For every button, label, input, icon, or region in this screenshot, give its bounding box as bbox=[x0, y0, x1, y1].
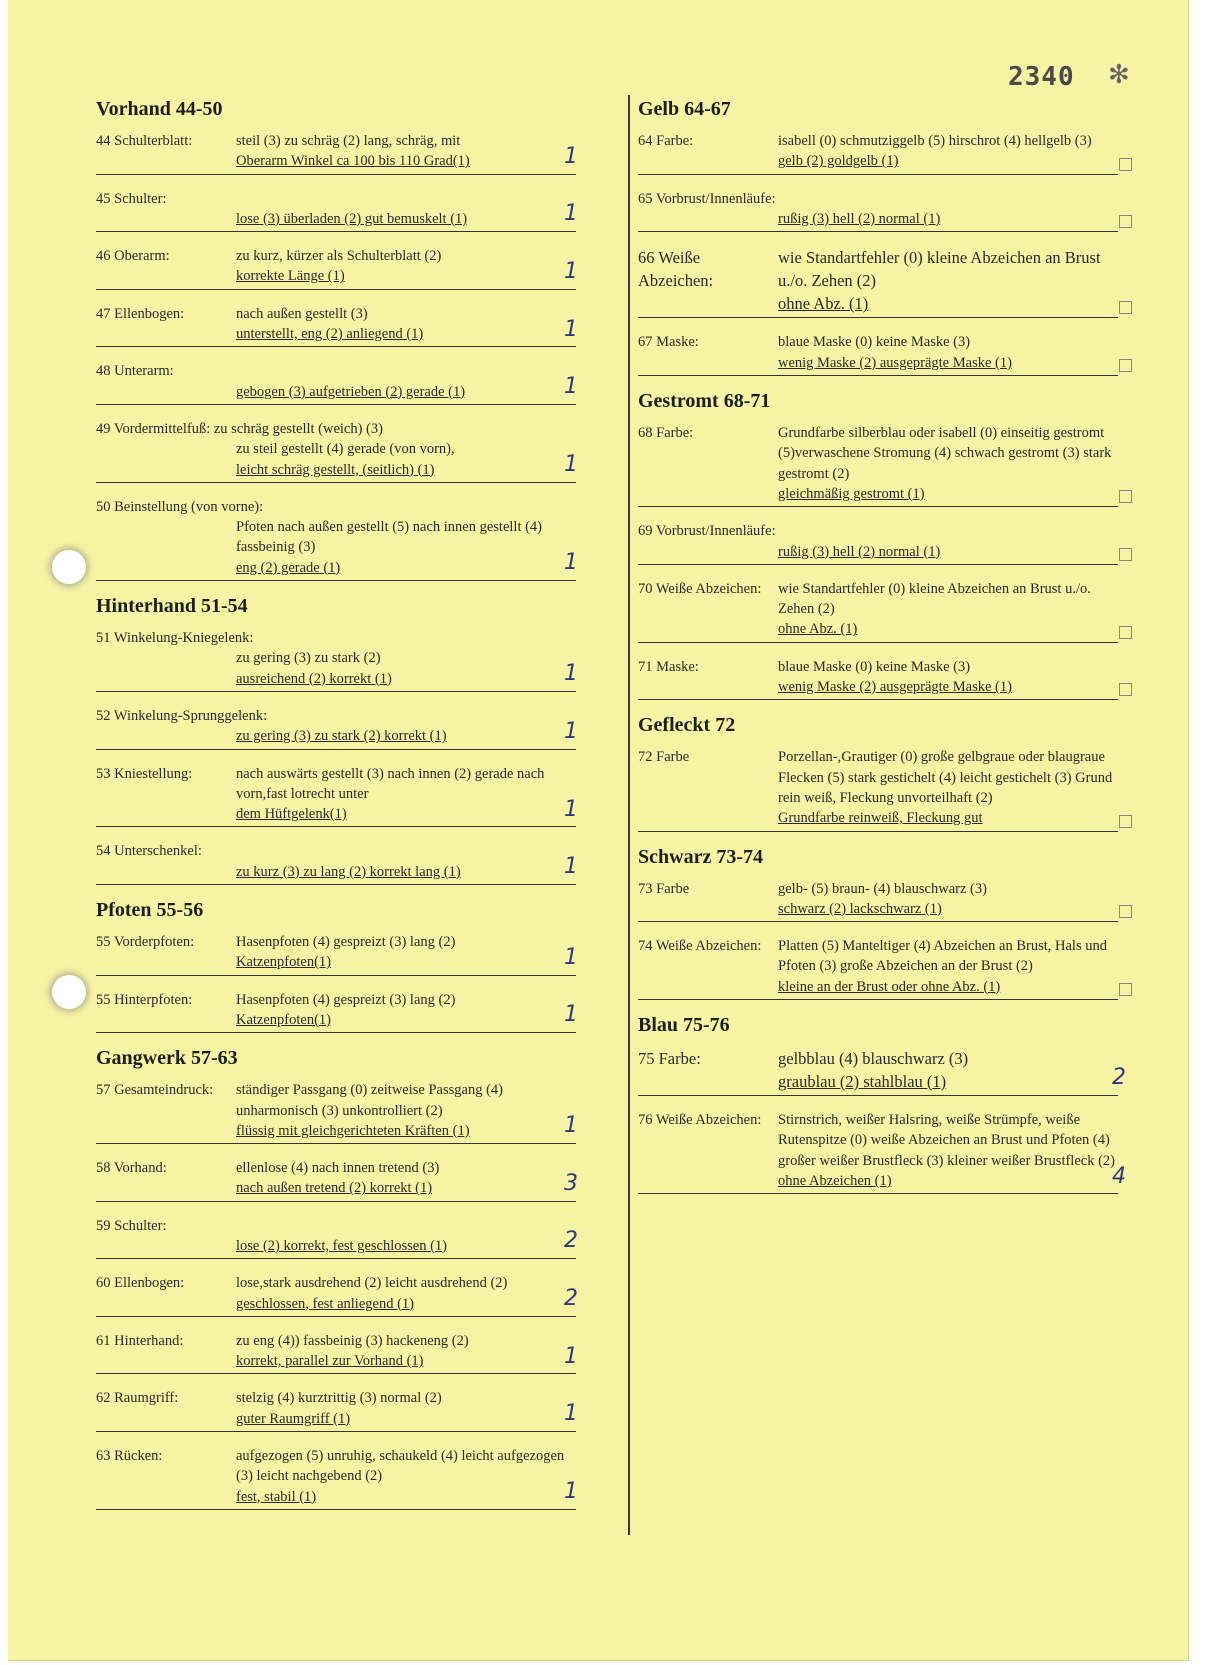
criterion-options: stelzig (4) kurztrittig (3) normal (2) bbox=[236, 1390, 442, 1407]
answer-line bbox=[96, 691, 576, 692]
criterion-options: Platten (5) Manteltiger (4) Abzeichen an Brust, Hals und Pfoten (3) große Abzeichen an der Brust (2) bbox=[778, 938, 1107, 975]
criterion-correct-option: korrekte Länge (1) bbox=[236, 268, 345, 285]
criterion-row bbox=[638, 1047, 1138, 1096]
criterion-correct-option: rußig (3) hell (2) normal (1) bbox=[778, 210, 941, 227]
criterion-correct-option: ausreichend (2) korrekt (1) bbox=[236, 670, 392, 687]
score-checkbox[interactable] bbox=[1119, 815, 1132, 828]
criterion-row bbox=[638, 747, 1138, 831]
criterion-correct-option: ohne Abz. (1) bbox=[778, 294, 869, 314]
criterion-label: 55 Hinterpfoten: bbox=[96, 991, 193, 1008]
criterion-row bbox=[638, 1110, 1138, 1194]
criterion-options: gelbblau (4) blauschwarz (3) bbox=[778, 1049, 969, 1068]
answer-line bbox=[638, 921, 1118, 922]
answer-line bbox=[96, 749, 576, 750]
criterion-row bbox=[638, 423, 1138, 507]
criterion-options: Pfoten nach außen gestellt (5) nach innen gestellt (4) fassbeinig (3) bbox=[236, 519, 543, 556]
criterion-correct-option: ohne Abzeichen (1) bbox=[778, 1173, 892, 1190]
criterion-correct-option: gebogen (3) aufgetrieben (2) gerade (1) bbox=[236, 383, 466, 400]
criterion-label: 46 Oberarm: bbox=[96, 248, 170, 265]
criterion-label: 50 Beinstellung (von vorne): bbox=[96, 498, 264, 515]
criterion-label: 72 Farbe bbox=[638, 749, 690, 766]
criterion-row bbox=[638, 936, 1138, 1000]
criterion-label: 67 Maske: bbox=[638, 334, 699, 351]
criterion-label: 47 Ellenbogen: bbox=[96, 305, 185, 322]
criterion-options: Porzellan-,Grautiger (0) große gelbgraue oder blaugraue Flecken (5) stark gestichelt (4) leicht gestichelt (3) Grund rein weiß, Fleckung unvorteilhaft (2) bbox=[778, 749, 1113, 806]
section-title: Blau 75-76 bbox=[638, 1014, 730, 1036]
criterion-label: 58 Vorhand: bbox=[96, 1160, 167, 1177]
criterion-options: blaue Maske (0) keine Maske (3) bbox=[778, 658, 971, 675]
score-checkbox[interactable] bbox=[1119, 905, 1132, 918]
handwritten-score: 1 bbox=[564, 1401, 578, 1427]
criterion-row bbox=[96, 1080, 606, 1144]
criterion-label: 52 Winkelung-Sprunggelenk: bbox=[96, 707, 268, 724]
criterion-label: 65 Vorbrust/Innenläufe: bbox=[638, 190, 776, 207]
criterion-row bbox=[96, 361, 606, 405]
criterion-row bbox=[96, 1273, 606, 1317]
criterion-options: ständiger Passgang (0) zeitweise Passgang (4) unharmonisch (3) unkontrolliert (2) bbox=[236, 1082, 503, 1119]
criterion-correct-option: graublau (2) stahlblau (1) bbox=[778, 1072, 947, 1092]
answer-line bbox=[96, 1201, 576, 1202]
handwritten-score: 1 bbox=[564, 550, 578, 576]
criterion-row bbox=[96, 841, 606, 885]
answer-line bbox=[96, 1032, 576, 1033]
criterion-row bbox=[96, 706, 606, 750]
criterion-correct-option: guter Raumgriff (1) bbox=[236, 1410, 351, 1427]
criterion-correct-option: Katzenpfoten(1) bbox=[236, 1011, 332, 1028]
criterion-label: 55 Vorderpfoten: bbox=[96, 934, 195, 951]
criterion-row bbox=[96, 304, 606, 348]
criterion-label: 49 Vordermittelfuß: zu schräg gestellt (weich) (3) bbox=[96, 420, 383, 437]
handwritten-score: 1 bbox=[564, 1002, 578, 1028]
score-checkbox[interactable] bbox=[1119, 683, 1132, 696]
criterion-row bbox=[96, 419, 606, 483]
criterion-label: 68 Farbe: bbox=[638, 425, 694, 442]
answer-line bbox=[638, 699, 1118, 700]
criterion-label: 74 Weiße Abzeichen: bbox=[638, 938, 762, 955]
criterion-label: 44 Schulterblatt: bbox=[96, 133, 193, 149]
criterion-row bbox=[638, 131, 1138, 175]
section-title: Gelb 64-67 bbox=[638, 98, 731, 120]
criterion-label: 59 Schulter: bbox=[96, 1217, 167, 1234]
answer-line bbox=[638, 174, 1118, 175]
answer-line bbox=[96, 1316, 576, 1317]
criterion-options: Hasenpfoten (4) gespreizt (3) lang (2) bbox=[236, 991, 456, 1008]
criterion-correct-option: eng (2) gerade (1) bbox=[236, 559, 341, 576]
answer-line bbox=[96, 289, 576, 290]
answer-line bbox=[96, 580, 576, 581]
criterion-row bbox=[638, 521, 1138, 565]
handwritten-score: 1 bbox=[564, 374, 578, 400]
section-title: Gefleckt 72 bbox=[638, 714, 736, 737]
answer-line bbox=[96, 1143, 576, 1144]
criterion-correct-option: Grundfarbe reinweiß, Fleckung gut bbox=[778, 810, 983, 827]
criterion-options: zu steil gestellt (4) gerade (von vorn), bbox=[236, 441, 455, 458]
criterion-label: 71 Maske: bbox=[638, 658, 699, 675]
criterion-row bbox=[638, 657, 1138, 701]
section-title: Schwarz 73-74 bbox=[638, 845, 763, 868]
column-divider bbox=[628, 95, 630, 1535]
answer-line bbox=[638, 506, 1118, 507]
section-title: Hinterhand 51-54 bbox=[96, 595, 248, 618]
criterion-options: isabell (0) schmutziggelb (5) hirschrot (4) hellgelb (3) bbox=[778, 133, 1092, 149]
answer-line bbox=[96, 1431, 576, 1432]
criterion-correct-option: flüssig mit gleichgerichteten Kräften (1) bbox=[236, 1122, 470, 1139]
criterion-row bbox=[96, 1158, 606, 1202]
right-column bbox=[638, 92, 1138, 1208]
criterion-correct-option: unterstellt, eng (2) anliegend (1) bbox=[236, 326, 424, 343]
criterion-correct-option: leicht schräg gestellt, (seitlich) (1) bbox=[236, 461, 435, 478]
criterion-options: Stirnstrich, weißer Halsring, weiße Strümpfe, weiße Rutenspitze (0) weiße Abzeichen an Brust und Pfoten (4) großer weißer Brustfleck (3) kleiner weißer Brustfleck (2) bbox=[778, 1112, 1115, 1169]
answer-line bbox=[96, 482, 576, 483]
handwritten-score: 1 bbox=[564, 718, 578, 744]
answer-line bbox=[96, 1258, 576, 1259]
answer-line bbox=[96, 1373, 576, 1374]
score-checkbox[interactable] bbox=[1119, 215, 1132, 228]
criterion-row bbox=[638, 579, 1138, 643]
score-checkbox[interactable] bbox=[1119, 301, 1132, 314]
answer-line bbox=[638, 831, 1118, 832]
criterion-row bbox=[638, 246, 1138, 318]
criterion-correct-option: lose (2) korrekt, fest geschlossen (1) bbox=[236, 1237, 447, 1254]
answer-line bbox=[638, 1095, 1118, 1096]
criterion-row bbox=[96, 1216, 606, 1260]
answer-line bbox=[638, 231, 1118, 232]
criterion-label: 76 Weiße Abzeichen: bbox=[638, 1112, 762, 1129]
criterion-correct-option: gleichmäßig gestromt (1) bbox=[778, 485, 925, 502]
left-column bbox=[96, 92, 606, 1524]
criterion-correct-option: nach außen tretend (2) korrekt (1) bbox=[236, 1180, 433, 1197]
handwritten-score: 1 bbox=[564, 661, 578, 687]
criterion-row bbox=[96, 497, 606, 581]
criterion-options: gelb- (5) braun- (4) blauschwarz (3) bbox=[778, 880, 987, 897]
handwritten-score: 2 bbox=[564, 1228, 578, 1254]
criterion-row bbox=[96, 1388, 606, 1432]
handwritten-score: 2 bbox=[1112, 1065, 1126, 1091]
answer-line bbox=[638, 317, 1118, 318]
criterion-label: 62 Raumgriff: bbox=[96, 1390, 179, 1407]
criterion-row bbox=[638, 879, 1138, 923]
criterion-options: Hasenpfoten (4) gespreizt (3) lang (2) bbox=[236, 934, 456, 951]
criterion-options: nach auswärts gestellt (3) nach innen (2) gerade nach vorn,fast lotrecht unter bbox=[236, 765, 545, 802]
answer-line bbox=[96, 404, 576, 405]
section-title: Vorhand 44-50 bbox=[96, 98, 223, 120]
criterion-label: 60 Ellenbogen: bbox=[96, 1275, 185, 1292]
criterion-label: 64 Farbe: bbox=[638, 133, 694, 149]
criterion-correct-option: wenig Maske (2) ausgeprägte Maske (1) bbox=[778, 354, 1012, 371]
handwritten-score: 1 bbox=[564, 452, 578, 478]
criterion-correct-option: rußig (3) hell (2) normal (1) bbox=[778, 543, 941, 560]
criterion-label: 51 Winkelung-Kniegelenk: bbox=[96, 630, 254, 647]
handwritten-score: 1 bbox=[564, 201, 578, 227]
criterion-correct-option: Oberarm Winkel ca 100 bis 110 Grad(1) bbox=[236, 153, 470, 170]
answer-line bbox=[638, 375, 1118, 376]
answer-line bbox=[96, 231, 576, 232]
criterion-correct-option: zu kurz (3) zu lang (2) korrekt lang (1) bbox=[236, 863, 461, 880]
criterion-label: 70 Weiße Abzeichen: bbox=[638, 580, 762, 597]
criterion-options: ellenlose (4) nach innen tretend (3) bbox=[236, 1160, 440, 1177]
score-checkbox[interactable] bbox=[1119, 626, 1132, 639]
handwritten-score: 1 bbox=[564, 1343, 578, 1369]
criterion-row bbox=[96, 628, 606, 692]
answer-line bbox=[638, 564, 1118, 565]
criterion-correct-option: zu gering (3) zu stark (2) korrekt (1) bbox=[236, 728, 447, 745]
criterion-label: 45 Schulter: bbox=[96, 190, 167, 207]
criterion-label: 53 Kniestellung: bbox=[96, 765, 193, 782]
criterion-correct-option: ohne Abz. (1) bbox=[778, 621, 858, 638]
criterion-label: 54 Unterschenkel: bbox=[96, 843, 202, 860]
answer-line bbox=[96, 1509, 576, 1510]
criterion-options: steil (3) zu schräg (2) lang, schräg, mit bbox=[236, 133, 461, 149]
section-title: Gestromt 68-71 bbox=[638, 390, 771, 413]
section-title: Gangwerk 57-63 bbox=[96, 1047, 238, 1070]
criterion-row bbox=[96, 1446, 606, 1510]
criterion-correct-option: schwarz (2) lackschwarz (1) bbox=[778, 900, 942, 917]
criterion-options: nach außen gestellt (3) bbox=[236, 305, 368, 322]
answer-line bbox=[638, 999, 1118, 1000]
criterion-correct-option: gelb (2) goldgelb (1) bbox=[778, 153, 899, 170]
score-checkbox[interactable] bbox=[1119, 490, 1132, 503]
criterion-options: zu gering (3) zu stark (2) bbox=[236, 650, 381, 667]
criterion-options: wie Standartfehler (0) kleine Abzeichen an Brust u./o. Zehen (2) bbox=[778, 248, 1101, 291]
answer-line bbox=[638, 1193, 1118, 1194]
criterion-correct-option: dem Hüftgelenk(1) bbox=[236, 806, 347, 823]
criterion-label: 69 Vorbrust/Innenläufe: bbox=[638, 523, 776, 540]
criterion-options: lose,stark ausdrehend (2) leicht ausdrehend (2) bbox=[236, 1275, 508, 1292]
score-checkbox[interactable] bbox=[1119, 983, 1132, 996]
criterion-label: 61 Hinterhand: bbox=[96, 1332, 184, 1349]
handwritten-score: 1 bbox=[564, 854, 578, 880]
punch-hole bbox=[52, 550, 86, 584]
criterion-row bbox=[96, 189, 606, 233]
criterion-options: aufgezogen (5) unruhig, schaukeld (4) leicht aufgezogen (3) leicht nachgebend (2) bbox=[236, 1448, 565, 1485]
criterion-label: 63 Rücken: bbox=[96, 1448, 163, 1465]
criterion-label: 48 Unterarm: bbox=[96, 363, 174, 380]
criterion-row bbox=[96, 764, 606, 828]
handwritten-score: 1 bbox=[564, 944, 578, 970]
criterion-correct-option: kleine an der Brust oder ohne Abz. (1) bbox=[778, 978, 1001, 995]
handwritten-score: 1 bbox=[564, 143, 578, 169]
criterion-options: blaue Maske (0) keine Maske (3) bbox=[778, 334, 971, 351]
criterion-row bbox=[96, 131, 606, 175]
criterion-row bbox=[96, 246, 606, 290]
criterion-correct-option: fest, stabil (1) bbox=[236, 1488, 317, 1505]
section-title: Pfoten 55-56 bbox=[96, 899, 204, 922]
answer-line bbox=[96, 346, 576, 347]
criterion-row bbox=[638, 332, 1138, 376]
answer-line bbox=[638, 642, 1118, 643]
handwritten-score: 1 bbox=[564, 1113, 578, 1139]
criterion-label: 57 Gesamteindruck: bbox=[96, 1082, 214, 1099]
answer-line bbox=[96, 174, 576, 175]
criterion-options: zu kurz, kürzer als Schulterblatt (2) bbox=[236, 248, 442, 265]
handwritten-score: 3 bbox=[564, 1170, 578, 1196]
document-number: 2340 bbox=[1008, 62, 1075, 92]
criterion-row bbox=[96, 1331, 606, 1375]
score-checkbox[interactable] bbox=[1119, 158, 1132, 171]
criterion-correct-option: Katzenpfoten(1) bbox=[236, 954, 332, 971]
judging-sheet bbox=[8, 0, 1189, 1661]
criterion-options: wie Standartfehler (0) kleine Abzeichen an Brust u./o. Zehen (2) bbox=[778, 580, 1091, 618]
criterion-row bbox=[96, 990, 606, 1034]
criterion-correct-option: korrekt, parallel zur Vorhand (1) bbox=[236, 1353, 424, 1370]
criterion-correct-option: lose (3) überladen (2) gut bemuskelt (1) bbox=[236, 210, 468, 227]
criterion-options: zu eng (4)) fassbeinig (3) hackeneng (2) bbox=[236, 1332, 469, 1349]
criterion-label: 66 Weiße Abzeichen: bbox=[638, 248, 714, 291]
handwritten-score: 1 bbox=[564, 316, 578, 342]
handwritten-score: 4 bbox=[1112, 1163, 1126, 1189]
handwritten-score: 1 bbox=[564, 1479, 578, 1505]
punch-hole bbox=[52, 975, 86, 1009]
score-checkbox[interactable] bbox=[1119, 548, 1132, 561]
star-icon: ✻ bbox=[1108, 60, 1130, 89]
criterion-row bbox=[96, 932, 606, 976]
handwritten-score: 2 bbox=[564, 1286, 578, 1312]
criterion-label: 73 Farbe bbox=[638, 880, 690, 897]
handwritten-score: 1 bbox=[564, 796, 578, 822]
criterion-correct-option: geschlossen, fest anliegend (1) bbox=[236, 1295, 414, 1312]
criterion-row bbox=[638, 189, 1138, 233]
criterion-label: 75 Farbe: bbox=[638, 1049, 701, 1068]
criterion-options: Grundfarbe silberblau oder isabell (0) einseitig gestromt (5)verwaschene Stromung (4) schwach gestromt (3) stark gestromt (2) bbox=[778, 425, 1112, 482]
answer-line bbox=[96, 826, 576, 827]
answer-line bbox=[96, 975, 576, 976]
answer-line bbox=[96, 884, 576, 885]
criterion-correct-option: wenig Maske (2) ausgeprägte Maske (1) bbox=[778, 679, 1012, 696]
handwritten-score: 1 bbox=[564, 258, 578, 284]
score-checkbox[interactable] bbox=[1119, 359, 1132, 372]
